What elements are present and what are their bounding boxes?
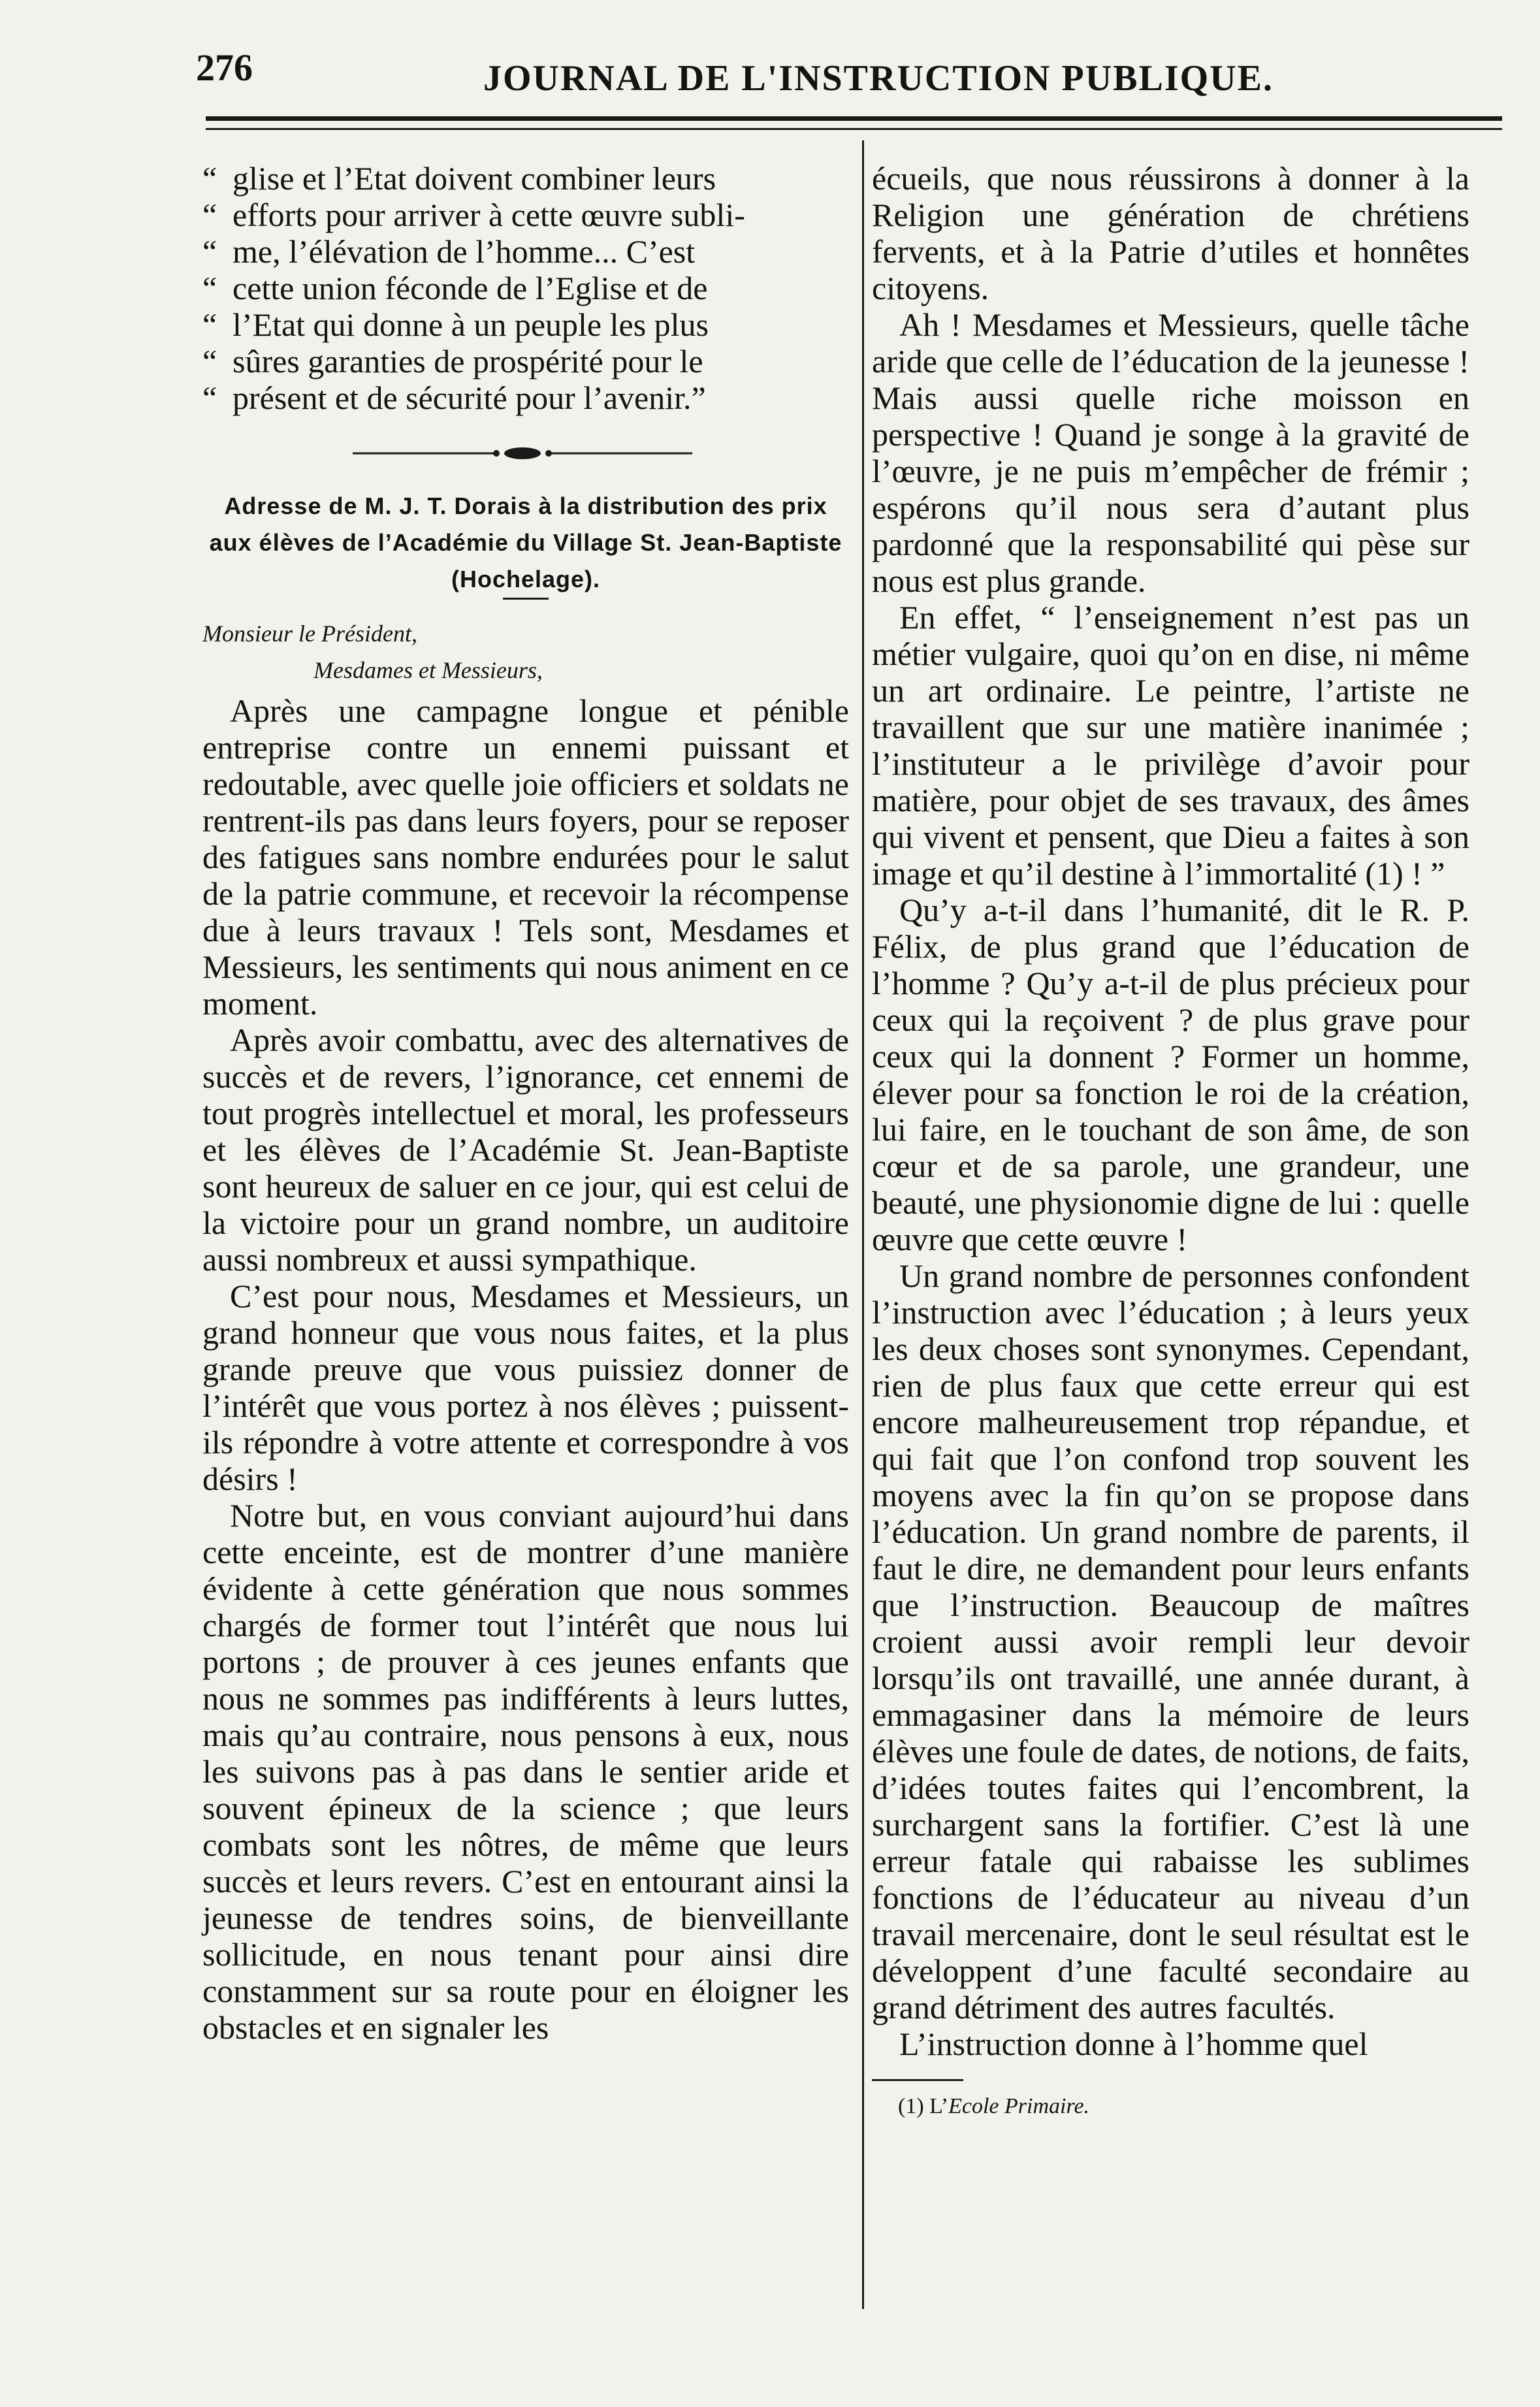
paragraph: En effet, “ l’enseignement n’est pas un métier vulgaire, quoi qu’on en dise, ni même un art ordinaire. Le peintre, l’artiste ne travaillent que sur une matière inanimée ; l’instituteur a le privilège d’avoir pour matière, pour objet de ses travaux, des âmes qui vivent et pensent, que Dieu a faites à son image et qu’il destine à l’immortalité (1) ! ” — [872, 599, 1469, 892]
paragraph-continued: écueils, que nous réussirons à donner à la Religion une génération de chrétiens fervents, et à la Patrie d’utiles et honnêtes citoyens. — [872, 160, 1469, 306]
quote-text: cette union féconde de l’Eglise et de — [233, 270, 708, 306]
left-column — [202, 160, 849, 2046]
quote-text: me, l’élévation de l’homme... C’est — [233, 233, 696, 270]
quote-mark: “ — [202, 306, 217, 343]
column-divider — [862, 140, 864, 2309]
paragraph: Ah ! Mesdames et Messieurs, quelle tâche aride que celle de l’éducation de la jeunesse ! Mais aussi quelle riche moisson en perspective ! Quand je songe à la gravité de l’œuvre, je ne puis m’empêcher de frémir ; espérons qu’il nous sera d’autant plus pardonné que la responsabilité qui pèse sur nous est plus grande. — [872, 306, 1469, 599]
quote-line — [202, 270, 849, 306]
paragraph: Après avoir combattu, avec des alternatives de succès et de revers, l’ignorance, cet ennemi de tout progrès intellectuel et moral, les professeurs et les élèves de l’Académie St. Jean-Baptiste sont heureux de saluer en ce jour, qui est celui de la victoire pour un grand nombre, un auditoire aussi nombreux et aussi sympathique. — [202, 1022, 849, 1278]
section-ornament — [353, 444, 692, 463]
paragraph: C’est pour nous, Mesdames et Messieurs, un grand honneur que vous nous faites, et la plus grande preuve que vous puissiez donner de l’intérêt que vous portez à nos élèves ; puissent-ils répondre à votre attente et correspondre à vos désirs ! — [202, 1278, 849, 1497]
paragraph: Qu’y a-t-il dans l’humanité, dit le R. P. Félix, de plus grand que l’éducation de l’homme ? Qu’y a-t-il de plus précieux pour ceux qui la reçoivent ? de plus grave pour ceux qui la donnent ? Former un homme, élever pour sa fonction le roi de la création, lui faire, en le touchant de son âme, de son cœur et de sa parole, une grandeur, une beauté, une physionomie digne de lui : quelle œuvre que cette œuvre ! — [872, 892, 1469, 1257]
quote-mark: “ — [202, 233, 217, 270]
quote-line — [202, 380, 849, 416]
paragraph: Notre but, en vous conviant aujourd’hui dans cette enceinte, est de montrer d’une manière évidente à cette génération que nous sommes chargés de former tout l’intérêt que nous lui portons ; de prouver à ces jeunes enfants que nous ne sommes pas indifférents à leurs luttes, mais qu’au contraire, nous pensons à eux, nous les suivons pas à pas dans le sentier aride et souvent épineux de la science ; que leurs combats sont les nôtres, de même que leurs succès et leurs revers. C’est en entourant ainsi la jeunesse de tendres soins, de bienveillante sollicitude, en nous tenant pour ainsi dire constamment sur sa route pour en éloigner les obstacles et en signaler les — [202, 1497, 849, 2046]
salutation-audience: Mesdames et Messieurs, — [313, 657, 543, 683]
header-rule-thick — [206, 116, 1502, 121]
quote-line — [202, 160, 849, 197]
footnote-rule — [872, 2079, 963, 2081]
right-column — [872, 160, 1469, 2120]
paragraph: L’instruction donne à l’homme quel — [899, 2026, 1368, 2062]
paragraph: Un grand nombre de personnes confondent l’instruction avec l’éducation ; à leurs yeux les deux choses sont synonymes. Cependant, rien de plus faux que cette erreur qui est encore malheureusement trop répandue, et qui fait que l’on confond trop souvent les moyens avec la fin qu’on se propose dans l’éducation. Un grand nombre de parents, il faut le dire, ne demandent pour leurs enfants que l’instruction. Beaucoup de maîtres croient aussi avoir rempli leur devoir lorsqu’ils ont travaillé, une année durant, à emmagasiner dans la mémoire de leurs élèves une foule de dates, de notions, de faits, d’idées toutes faites qui l’encombrent, la surchargent sans la fortifier. C’est là une erreur fatale qui rabaisse les sublimes fonctions de l’éducateur au niveau d’un travail mercenaire, dont le seul résultat est le développent d’une faculté secondaire au grand détriment des autres facultés. — [872, 1257, 1469, 2026]
address-heading: Adresse de M. J. T. Dorais à la distribution des prix aux élèves de l’Académie du Village St. Jean-Baptiste (Hochelage). — [209, 493, 842, 592]
quote-text: sûres garanties de prospérité pour le — [233, 343, 703, 380]
quote-line — [202, 233, 849, 270]
quote-line — [202, 306, 849, 343]
quote-text: efforts pour arriver à cette œuvre subli- — [233, 197, 745, 233]
quote-text: glise et l’Etat doivent combiner leurs — [233, 160, 716, 197]
quote-line — [202, 343, 849, 380]
running-head: JOURNAL DE L'INSTRUCTION PUBLIQUE. — [483, 58, 1274, 99]
quote-mark: “ — [202, 380, 217, 416]
quote-mark: “ — [202, 270, 217, 306]
footnote — [872, 2093, 1469, 2120]
quote-mark: “ — [202, 197, 217, 233]
footnote-marker: (1) L’ — [898, 2094, 949, 2118]
page-number: 276 — [196, 46, 253, 89]
quote-line — [202, 197, 849, 233]
quotation-block — [202, 160, 849, 416]
header-rule-thin — [206, 128, 1502, 130]
paragraph: Après une campagne longue et pénible entreprise contre un ennemi puissant et redoutable, avec quelle joie officiers et soldats ne rentrent-ils pas dans leurs foyers, pour se reposer des fatigues sans nombre endurées pour le salut de la patrie commune, et recevoir la récompense due à leurs travaux ! Tels sont, Mesdames et Messieurs, les sentiments qui nous animent en ce moment. — [202, 692, 849, 1022]
quote-mark: “ — [202, 343, 217, 380]
quote-mark: “ — [202, 160, 217, 197]
heading-rule — [503, 598, 549, 600]
footnote-title: Ecole Primaire. — [948, 2094, 1090, 2118]
quote-text: l’Etat qui donne à un peuple les plus — [233, 306, 709, 343]
salutation-president: Monsieur le Président, — [202, 621, 417, 647]
quote-text: présent et de sécurité pour l’avenir.” — [233, 380, 706, 416]
